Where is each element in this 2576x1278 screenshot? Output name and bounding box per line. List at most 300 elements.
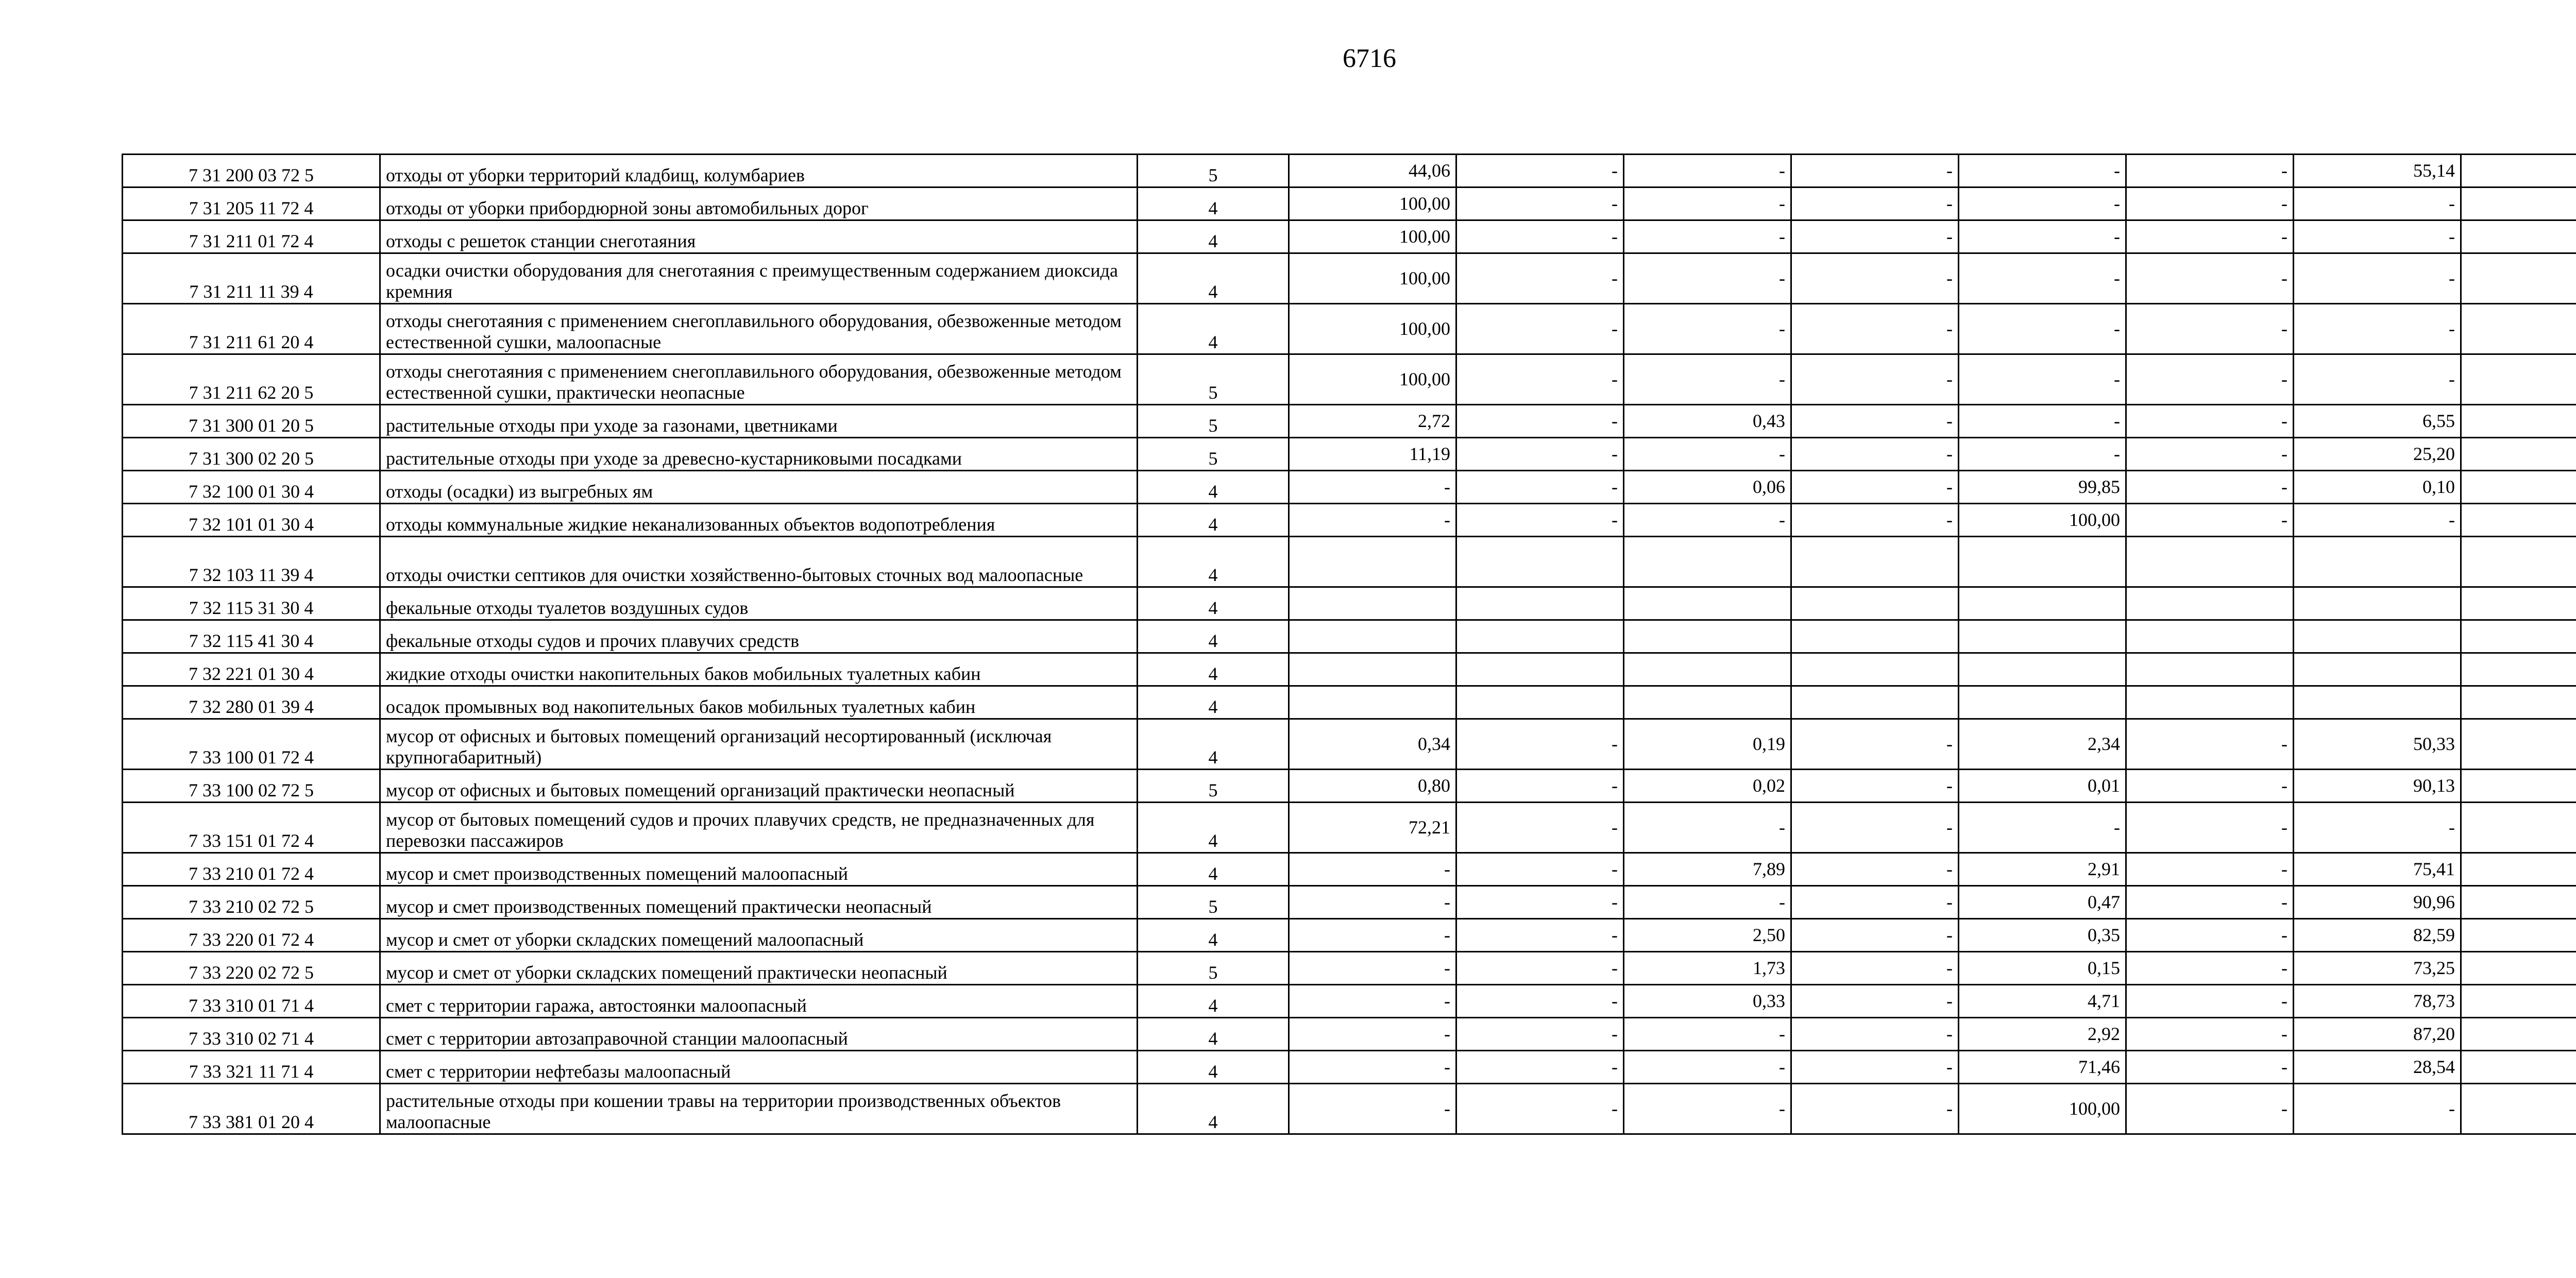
value-cell-2: - — [1456, 719, 1624, 770]
value-cell-3: - — [1624, 1018, 1791, 1051]
value-cell-3 — [1624, 587, 1791, 620]
waste-code-cell: 7 33 310 02 71 4 — [123, 1018, 380, 1051]
value-cell-6: - — [2126, 253, 2294, 304]
value-cell-4: - — [1791, 1018, 1959, 1051]
value-cell-3: 1,73 — [1624, 952, 1791, 985]
value-cell-5: 0,47 — [1959, 886, 2126, 919]
value-cell-3: - — [1624, 188, 1791, 220]
waste-name-cell: мусор и смет от уборки складских помещений малоопасный — [380, 919, 1138, 952]
value-cell-3: - — [1624, 1084, 1791, 1134]
value-cell-1: 100,00 — [1289, 304, 1456, 354]
waste-code-cell: 7 33 151 01 72 4 — [123, 803, 380, 853]
waste-name-cell: фекальные отходы туалетов воздушных судов — [380, 587, 1138, 620]
waste-code-cell: 7 31 211 01 72 4 — [123, 220, 380, 253]
value-cell-4 — [1791, 620, 1959, 653]
table-row — [123, 354, 2576, 405]
value-cell-2: - — [1456, 155, 1624, 188]
hazard-class-cell: 4 — [1138, 587, 1289, 620]
hazard-class-cell: 4 — [1138, 620, 1289, 653]
table-row — [123, 405, 2576, 438]
value-cell-3: - — [1624, 304, 1791, 354]
value-cell-4: - — [1791, 886, 1959, 919]
waste-name-cell: фекальные отходы судов и прочих плавучих средств — [380, 620, 1138, 653]
value-cell-5: 4,71 — [1959, 985, 2126, 1018]
value-cell-2: - — [1456, 471, 1624, 504]
table-row — [123, 220, 2576, 253]
value-cell-4: - — [1791, 304, 1959, 354]
value-cell-6: - — [2126, 803, 2294, 853]
value-cell-5: 100,00 — [1959, 504, 2126, 537]
table-row — [123, 620, 2576, 653]
waste-code-cell: 7 31 300 01 20 5 — [123, 405, 380, 438]
value-cell-8 — [2461, 919, 2576, 952]
value-cell-8 — [2461, 620, 2576, 653]
value-cell-3: 2,50 — [1624, 919, 1791, 952]
value-cell-4: - — [1791, 1084, 1959, 1134]
value-cell-8 — [2461, 587, 2576, 620]
value-cell-1: - — [1289, 1051, 1456, 1084]
hazard-class-cell: 4 — [1138, 1084, 1289, 1134]
value-cell-6 — [2126, 686, 2294, 719]
value-cell-2: - — [1456, 220, 1624, 253]
hazard-class-cell: 4 — [1138, 919, 1289, 952]
value-cell-2: - — [1456, 952, 1624, 985]
value-cell-6: - — [2126, 1051, 2294, 1084]
waste-name-cell: мусор и смет производственных помещений малоопасный — [380, 853, 1138, 886]
value-cell-1: 11,19 — [1289, 438, 1456, 471]
waste-code-cell: 7 32 221 01 30 4 — [123, 653, 380, 686]
value-cell-5: 0,15 — [1959, 952, 2126, 985]
value-cell-4 — [1791, 587, 1959, 620]
value-cell-4: - — [1791, 253, 1959, 304]
hazard-class-cell: 4 — [1138, 985, 1289, 1018]
waste-name-cell: осадок промывных вод накопительных баков мобильных туалетных кабин — [380, 686, 1138, 719]
hazard-class-cell: 4 — [1138, 220, 1289, 253]
value-cell-1: - — [1289, 504, 1456, 537]
waste-code-cell: 7 33 310 01 71 4 — [123, 985, 380, 1018]
hazard-class-cell: 5 — [1138, 405, 1289, 438]
value-cell-2: - — [1456, 405, 1624, 438]
value-cell-5: 2,92 — [1959, 1018, 2126, 1051]
table-row — [123, 803, 2576, 853]
value-cell-7: - — [2294, 504, 2461, 537]
table-row — [123, 253, 2576, 304]
hazard-class-cell: 4 — [1138, 1051, 1289, 1084]
waste-name-cell: отходы снеготаяния с применением снегоплавильного оборудования, обезвоженные методом естественной сушки, практически неопасные — [380, 354, 1138, 405]
value-cell-4: - — [1791, 188, 1959, 220]
value-cell-5 — [1959, 537, 2126, 587]
value-cell-8 — [2461, 504, 2576, 537]
value-cell-7: 82,59 — [2294, 919, 2461, 952]
value-cell-7: - — [2294, 304, 2461, 354]
value-cell-5: - — [1959, 188, 2126, 220]
table-row — [123, 155, 2576, 188]
value-cell-6 — [2126, 537, 2294, 587]
value-cell-7 — [2294, 537, 2461, 587]
value-cell-5: - — [1959, 438, 2126, 471]
value-cell-4: - — [1791, 471, 1959, 504]
waste-code-cell: 7 32 115 41 30 4 — [123, 620, 380, 653]
value-cell-8 — [2461, 537, 2576, 587]
value-cell-1: - — [1289, 919, 1456, 952]
page-number: 6716 — [1343, 44, 1396, 73]
value-cell-6: - — [2126, 155, 2294, 188]
table-row — [123, 304, 2576, 354]
value-cell-4: - — [1791, 1051, 1959, 1084]
value-cell-5: - — [1959, 155, 2126, 188]
waste-code-cell: 7 32 101 01 30 4 — [123, 504, 380, 537]
value-cell-1: - — [1289, 886, 1456, 919]
value-cell-5: 99,85 — [1959, 471, 2126, 504]
hazard-class-cell: 4 — [1138, 471, 1289, 504]
hazard-class-cell: 5 — [1138, 770, 1289, 803]
waste-name-cell: смет с территории гаража, автостоянки малоопасный — [380, 985, 1138, 1018]
value-cell-5: 0,35 — [1959, 919, 2126, 952]
value-cell-1 — [1289, 686, 1456, 719]
value-cell-4 — [1791, 537, 1959, 587]
value-cell-8 — [2461, 304, 2576, 354]
value-cell-5: 71,46 — [1959, 1051, 2126, 1084]
table-row — [123, 537, 2576, 587]
value-cell-2: - — [1456, 438, 1624, 471]
value-cell-7 — [2294, 587, 2461, 620]
value-cell-1: 0,34 — [1289, 719, 1456, 770]
value-cell-4: - — [1791, 438, 1959, 471]
value-cell-8 — [2461, 1084, 2576, 1134]
value-cell-4: - — [1791, 220, 1959, 253]
value-cell-1: 100,00 — [1289, 253, 1456, 304]
value-cell-4: - — [1791, 985, 1959, 1018]
value-cell-2 — [1456, 537, 1624, 587]
value-cell-8 — [2461, 1018, 2576, 1051]
value-cell-8 — [2461, 1051, 2576, 1084]
waste-name-cell: мусор и смет производственных помещений практически неопасный — [380, 886, 1138, 919]
value-cell-6: - — [2126, 354, 2294, 405]
value-cell-4: - — [1791, 803, 1959, 853]
value-cell-2: - — [1456, 853, 1624, 886]
table-row — [123, 1051, 2576, 1084]
value-cell-4: - — [1791, 853, 1959, 886]
waste-code-cell: 7 33 100 01 72 4 — [123, 719, 380, 770]
value-cell-2: - — [1456, 504, 1624, 537]
value-cell-8 — [2461, 253, 2576, 304]
value-cell-7: - — [2294, 354, 2461, 405]
value-cell-7: - — [2294, 188, 2461, 220]
value-cell-4 — [1791, 653, 1959, 686]
waste-code-cell: 7 33 220 02 72 5 — [123, 952, 380, 985]
value-cell-8 — [2461, 686, 2576, 719]
value-cell-3: 7,89 — [1624, 853, 1791, 886]
value-cell-6: - — [2126, 188, 2294, 220]
value-cell-7 — [2294, 686, 2461, 719]
waste-name-cell: отходы от уборки прибордюрной зоны автомобильных дорог — [380, 188, 1138, 220]
value-cell-7: 28,54 — [2294, 1051, 2461, 1084]
value-cell-8 — [2461, 220, 2576, 253]
value-cell-8 — [2461, 438, 2576, 471]
table-row — [123, 770, 2576, 803]
value-cell-3: - — [1624, 803, 1791, 853]
value-cell-1: 2,72 — [1289, 405, 1456, 438]
value-cell-2: - — [1456, 886, 1624, 919]
waste-code-cell: 7 32 115 31 30 4 — [123, 587, 380, 620]
waste-name-cell: отходы снеготаяния с применением снегоплавильного оборудования, обезвоженные методом естественной сушки, малоопасные — [380, 304, 1138, 354]
hazard-class-cell: 4 — [1138, 1018, 1289, 1051]
waste-name-cell: мусор от офисных и бытовых помещений организаций практически неопасный — [380, 770, 1138, 803]
value-cell-5: - — [1959, 405, 2126, 438]
value-cell-7: 0,10 — [2294, 471, 2461, 504]
value-cell-1: 72,21 — [1289, 803, 1456, 853]
hazard-class-cell: 4 — [1138, 803, 1289, 853]
value-cell-7: 75,41 — [2294, 853, 2461, 886]
table-row — [123, 985, 2576, 1018]
value-cell-7: 55,14 — [2294, 155, 2461, 188]
value-cell-3 — [1624, 653, 1791, 686]
value-cell-2 — [1456, 587, 1624, 620]
waste-name-cell: растительные отходы при уходе за газонами, цветниками — [380, 405, 1138, 438]
value-cell-5: 2,91 — [1959, 853, 2126, 886]
value-cell-6: - — [2126, 770, 2294, 803]
waste-name-cell: отходы с решеток станции снеготаяния — [380, 220, 1138, 253]
hazard-class-cell: 4 — [1138, 504, 1289, 537]
table-row — [123, 919, 2576, 952]
value-cell-5: - — [1959, 803, 2126, 853]
table-body — [123, 155, 2576, 1134]
table-row — [123, 886, 2576, 919]
value-cell-4: - — [1791, 919, 1959, 952]
table-row — [123, 1018, 2576, 1051]
value-cell-8 — [2461, 155, 2576, 188]
waste-name-cell: отходы от уборки территорий кладбищ, колумбариев — [380, 155, 1138, 188]
waste-code-cell: 7 31 211 61 20 4 — [123, 304, 380, 354]
value-cell-1: - — [1289, 952, 1456, 985]
hazard-class-cell: 5 — [1138, 886, 1289, 919]
value-cell-2: - — [1456, 1084, 1624, 1134]
value-cell-1: - — [1289, 1018, 1456, 1051]
waste-table — [122, 154, 2576, 1135]
value-cell-7: - — [2294, 803, 2461, 853]
value-cell-2: - — [1456, 304, 1624, 354]
value-cell-3: 0,43 — [1624, 405, 1791, 438]
value-cell-2: - — [1456, 985, 1624, 1018]
value-cell-6: - — [2126, 919, 2294, 952]
table-row — [123, 438, 2576, 471]
value-cell-8 — [2461, 188, 2576, 220]
value-cell-6: - — [2126, 304, 2294, 354]
waste-code-cell: 7 31 211 62 20 5 — [123, 354, 380, 405]
value-cell-6: - — [2126, 985, 2294, 1018]
value-cell-3 — [1624, 620, 1791, 653]
hazard-class-cell: 5 — [1138, 354, 1289, 405]
value-cell-1: - — [1289, 471, 1456, 504]
value-cell-6: - — [2126, 438, 2294, 471]
hazard-class-cell: 4 — [1138, 853, 1289, 886]
waste-code-cell: 7 31 300 02 20 5 — [123, 438, 380, 471]
waste-code-cell: 7 31 200 03 72 5 — [123, 155, 380, 188]
value-cell-1: 0,80 — [1289, 770, 1456, 803]
value-cell-7: - — [2294, 1084, 2461, 1134]
waste-code-cell: 7 33 220 01 72 4 — [123, 919, 380, 952]
value-cell-3: - — [1624, 1051, 1791, 1084]
table-row — [123, 188, 2576, 220]
value-cell-4: - — [1791, 504, 1959, 537]
table-row — [123, 587, 2576, 620]
value-cell-6: - — [2126, 952, 2294, 985]
value-cell-1: - — [1289, 985, 1456, 1018]
waste-name-cell: растительные отходы при кошении травы на территории производственных объектов малоопасные — [380, 1084, 1138, 1134]
waste-name-cell: жидкие отходы очистки накопительных баков мобильных туалетных кабин — [380, 653, 1138, 686]
table-row — [123, 1084, 2576, 1134]
value-cell-7: 90,13 — [2294, 770, 2461, 803]
waste-name-cell: отходы очистки септиков для очистки хозяйственно-бытовых сточных вод малоопасные — [380, 537, 1138, 587]
waste-code-cell: 7 31 205 11 72 4 — [123, 188, 380, 220]
value-cell-8 — [2461, 853, 2576, 886]
table-row — [123, 471, 2576, 504]
hazard-class-cell: 4 — [1138, 253, 1289, 304]
value-cell-3: - — [1624, 155, 1791, 188]
value-cell-3: 0,19 — [1624, 719, 1791, 770]
value-cell-5: - — [1959, 253, 2126, 304]
value-cell-6: - — [2126, 405, 2294, 438]
value-cell-4: - — [1791, 952, 1959, 985]
value-cell-6: - — [2126, 886, 2294, 919]
value-cell-6: - — [2126, 220, 2294, 253]
waste-code-cell: 7 32 103 11 39 4 — [123, 537, 380, 587]
waste-code-cell: 7 32 280 01 39 4 — [123, 686, 380, 719]
hazard-class-cell: 4 — [1138, 686, 1289, 719]
hazard-class-cell: 4 — [1138, 719, 1289, 770]
value-cell-1: 100,00 — [1289, 354, 1456, 405]
value-cell-2 — [1456, 686, 1624, 719]
value-cell-5 — [1959, 686, 2126, 719]
table-row — [123, 952, 2576, 985]
waste-name-cell: смет с территории автозаправочной станции малоопасный — [380, 1018, 1138, 1051]
value-cell-4: - — [1791, 155, 1959, 188]
value-cell-5: 100,00 — [1959, 1084, 2126, 1134]
value-cell-7: 87,20 — [2294, 1018, 2461, 1051]
value-cell-3: - — [1624, 504, 1791, 537]
value-cell-6: - — [2126, 471, 2294, 504]
value-cell-2: - — [1456, 253, 1624, 304]
value-cell-5: - — [1959, 304, 2126, 354]
value-cell-6 — [2126, 653, 2294, 686]
value-cell-2: - — [1456, 919, 1624, 952]
waste-code-cell: 7 32 100 01 30 4 — [123, 471, 380, 504]
value-cell-2: - — [1456, 354, 1624, 405]
table-row — [123, 653, 2576, 686]
waste-name-cell: отходы (осадки) из выгребных ям — [380, 471, 1138, 504]
value-cell-8 — [2461, 354, 2576, 405]
value-cell-1 — [1289, 587, 1456, 620]
value-cell-8 — [2461, 985, 2576, 1018]
waste-code-cell: 7 33 381 01 20 4 — [123, 1084, 380, 1134]
value-cell-4: - — [1791, 354, 1959, 405]
hazard-class-cell: 4 — [1138, 653, 1289, 686]
waste-name-cell: растительные отходы при уходе за древесно-кустарниковыми посадками — [380, 438, 1138, 471]
waste-code-cell: 7 31 211 11 39 4 — [123, 253, 380, 304]
waste-code-cell: 7 33 210 02 72 5 — [123, 886, 380, 919]
value-cell-2: - — [1456, 770, 1624, 803]
value-cell-3: 0,02 — [1624, 770, 1791, 803]
value-cell-7: 6,55 — [2294, 405, 2461, 438]
value-cell-6 — [2126, 620, 2294, 653]
value-cell-7: - — [2294, 220, 2461, 253]
value-cell-2: - — [1456, 188, 1624, 220]
value-cell-2: - — [1456, 1051, 1624, 1084]
waste-name-cell: осадки очистки оборудования для снеготаяния с преимущественным содержанием диоксида кремния — [380, 253, 1138, 304]
value-cell-8 — [2461, 886, 2576, 919]
value-cell-1: - — [1289, 853, 1456, 886]
value-cell-5: - — [1959, 220, 2126, 253]
value-cell-2 — [1456, 620, 1624, 653]
value-cell-3 — [1624, 686, 1791, 719]
value-cell-3: - — [1624, 438, 1791, 471]
value-cell-5: 0,01 — [1959, 770, 2126, 803]
value-cell-3 — [1624, 537, 1791, 587]
hazard-class-cell: 5 — [1138, 438, 1289, 471]
waste-name-cell: мусор и смет от уборки складских помещений практически неопасный — [380, 952, 1138, 985]
value-cell-4: - — [1791, 770, 1959, 803]
value-cell-7 — [2294, 653, 2461, 686]
value-cell-5 — [1959, 587, 2126, 620]
value-cell-1 — [1289, 653, 1456, 686]
value-cell-3: - — [1624, 354, 1791, 405]
value-cell-5 — [1959, 620, 2126, 653]
value-cell-8 — [2461, 952, 2576, 985]
hazard-class-cell: 4 — [1138, 304, 1289, 354]
value-cell-6: - — [2126, 719, 2294, 770]
value-cell-3: - — [1624, 220, 1791, 253]
value-cell-6: - — [2126, 1084, 2294, 1134]
value-cell-2 — [1456, 653, 1624, 686]
value-cell-7: 90,96 — [2294, 886, 2461, 919]
hazard-class-cell: 5 — [1138, 952, 1289, 985]
value-cell-8 — [2461, 770, 2576, 803]
value-cell-2: - — [1456, 1018, 1624, 1051]
table-row — [123, 853, 2576, 886]
waste-name-cell: смет с территории нефтебазы малоопасный — [380, 1051, 1138, 1084]
value-cell-5 — [1959, 653, 2126, 686]
value-cell-6 — [2126, 587, 2294, 620]
value-cell-7: 78,73 — [2294, 985, 2461, 1018]
value-cell-6: - — [2126, 853, 2294, 886]
waste-name-cell: отходы коммунальные жидкие неканализованных объектов водопотребления — [380, 504, 1138, 537]
value-cell-8 — [2461, 405, 2576, 438]
value-cell-3: - — [1624, 886, 1791, 919]
waste-code-cell: 7 33 100 02 72 5 — [123, 770, 380, 803]
table-row — [123, 719, 2576, 770]
value-cell-8 — [2461, 719, 2576, 770]
value-cell-6: - — [2126, 504, 2294, 537]
value-cell-7: 73,25 — [2294, 952, 2461, 985]
waste-code-cell: 7 33 321 11 71 4 — [123, 1051, 380, 1084]
hazard-class-cell: 4 — [1138, 188, 1289, 220]
table-row — [123, 686, 2576, 719]
value-cell-4: - — [1791, 719, 1959, 770]
hazard-class-cell: 5 — [1138, 155, 1289, 188]
value-cell-1: 100,00 — [1289, 188, 1456, 220]
value-cell-2: - — [1456, 803, 1624, 853]
value-cell-1 — [1289, 537, 1456, 587]
value-cell-6: - — [2126, 1018, 2294, 1051]
value-cell-4 — [1791, 686, 1959, 719]
value-cell-3: 0,33 — [1624, 985, 1791, 1018]
value-cell-4: - — [1791, 405, 1959, 438]
value-cell-1: - — [1289, 1084, 1456, 1134]
value-cell-8 — [2461, 803, 2576, 853]
table-row — [123, 504, 2576, 537]
waste-name-cell: мусор от офисных и бытовых помещений организаций несортированный (исключая крупногабаритный) — [380, 719, 1138, 770]
value-cell-1: 44,06 — [1289, 155, 1456, 188]
